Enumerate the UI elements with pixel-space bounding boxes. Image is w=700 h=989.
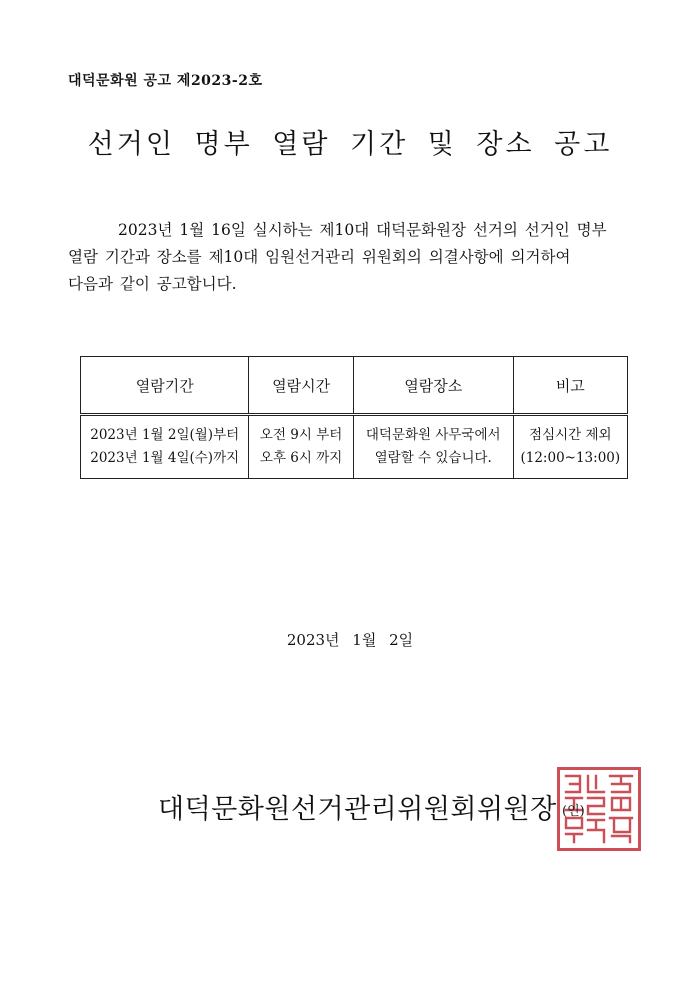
- document-title: 선거인 명부 열람 기간 및 장소 공고: [87, 129, 613, 160]
- period-start: 2023년 1월 2일(월)부터: [90, 427, 240, 443]
- table-header-row: [81, 357, 628, 415]
- place-line: 열람할 수 있습니다.: [374, 450, 492, 466]
- seal-mark: (인): [562, 804, 585, 819]
- note-line: 점심시간 제외: [529, 427, 612, 443]
- document-date: 2023년 1월 2일: [286, 631, 414, 649]
- header-period: 열람기간: [81, 357, 249, 415]
- cell-period: [81, 415, 249, 479]
- time-start: 오전 9시 부터: [259, 427, 343, 443]
- header-note: 비고: [513, 357, 627, 415]
- period-end: 2023년 1월 4일(수)까지: [90, 450, 240, 466]
- cell-place: [353, 415, 513, 479]
- header-place: 열람장소: [353, 357, 513, 415]
- body-line: 2023년 1월 16일 실시하는 제10대 대덕문화원장 선거의 선거인 명부: [118, 221, 607, 239]
- header-time: 열람시간: [249, 357, 353, 415]
- note-line: (12:00~13:00): [520, 450, 621, 466]
- body-line: 다음과 같이 공고합니다.: [68, 275, 237, 293]
- notice-number: 대덕문화원 공고 제2023-2호: [68, 73, 263, 89]
- issuer-name: 대덕문화원선거관리위원회위원장: [158, 794, 557, 825]
- table-row: [81, 415, 628, 479]
- cell-note: [513, 415, 627, 479]
- notice-body: [68, 217, 648, 298]
- body-line: 열람 기간과 장소를 제10대 임원선거관리 위원회의 의결사항에 의거하여: [68, 248, 571, 266]
- place-line: 대덕문화원 사무국에서: [365, 427, 501, 443]
- cell-time: [249, 415, 353, 479]
- time-end: 오후 6시 까지: [259, 450, 343, 466]
- inspection-schedule-table: [80, 356, 628, 479]
